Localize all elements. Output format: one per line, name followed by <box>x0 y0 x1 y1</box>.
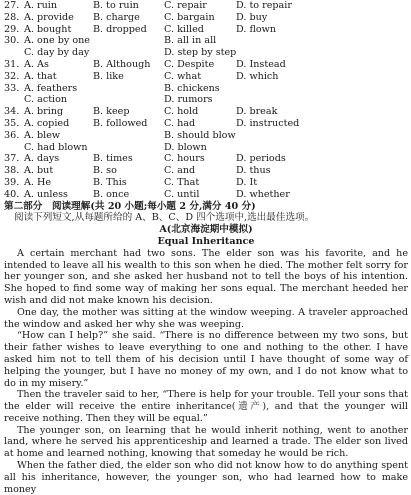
option-d: D. to repair <box>236 0 292 11</box>
question-row <box>4 177 408 189</box>
option-d: D. which <box>236 70 279 82</box>
question-row <box>4 189 408 201</box>
option-d: D. blown <box>164 141 207 153</box>
paragraph: One day, the mother was sitting at the window weeping. A traveler approached the window and asked her why she was weeping. <box>4 306 408 330</box>
option-b: B. dropped <box>93 23 147 35</box>
option-d: D. break <box>236 106 278 118</box>
option-a: A. copied <box>24 117 70 129</box>
question-number: 33. <box>4 82 20 94</box>
question-row <box>4 153 408 165</box>
question-number: 28. <box>4 11 20 23</box>
options-block-3 <box>4 106 408 130</box>
question-row <box>4 59 408 71</box>
option-d: D. Instead <box>236 58 286 70</box>
option-d: D. It <box>236 176 258 188</box>
option-b: B. once <box>93 188 130 200</box>
paragraph: The younger son, on learning that he would inherit nothing, went to another land, where he served his apprenticeship and learned a trade. The elder son lived at home and learned nothing, knowing that someday he would be rich. <box>4 424 408 460</box>
section-heading: 第二部分 阅读理解(共 20 小题;每小题 2 分,满分 40 分) <box>4 200 256 212</box>
option-a: A. blew <box>24 129 61 141</box>
option-c: C. bargain <box>164 11 215 23</box>
option-a: A. unless <box>24 188 68 200</box>
option-b: B. all in all <box>164 35 217 47</box>
options-block-1 <box>4 0 408 35</box>
option-b: B. Although <box>93 58 151 70</box>
option-b: B. like <box>93 70 124 82</box>
option-c: C. had <box>164 117 196 129</box>
option-d: D. rumors <box>164 94 213 106</box>
passage-title: Equal Inheritance <box>157 235 255 247</box>
question-row <box>4 71 408 83</box>
question-number: 40. <box>4 188 20 200</box>
option-a: A. that <box>24 70 57 82</box>
option-b: B. charge <box>93 11 140 23</box>
option-c: C. day by day <box>24 47 90 59</box>
option-b: B. should blow <box>164 129 236 141</box>
option-a: A. As <box>24 58 49 70</box>
question-row <box>4 12 408 24</box>
option-b: B. so <box>93 165 117 177</box>
question-number: 31. <box>4 58 20 70</box>
question-number: 36. <box>4 129 20 141</box>
option-c: C. hours <box>164 153 205 165</box>
exam-page <box>4 0 408 495</box>
option-b: B. chickens <box>164 82 220 94</box>
paragraph: Then the traveler said to her, “There is help for your trouble. Tell your sons that the elder will receive the entire inheritance(遗产), and that the younger will receive nothing. Then they will be equal.” <box>4 389 408 424</box>
paragraph: A certain merchant had two sons. The elder son was his favorite, and he intended to leave all his wealth to this son when he died. The mother felt sorry for her younger son, and she asked her husband not to tell the boys of his intention. She hoped to find some way of making her sons equal. The merchant heeded her wish and did not make known his decision. <box>4 247 408 306</box>
question-number: 38. <box>4 165 20 177</box>
question-number: 32. <box>4 70 20 82</box>
passage-source: A(北京海淀期中模拟) <box>159 224 253 236</box>
options-block-4 <box>4 153 408 200</box>
option-c: C. hold <box>164 106 199 118</box>
option-a: A. but <box>24 165 54 177</box>
option-b: B. keep <box>93 106 130 118</box>
instruction: 阅读下列短文,从每题所给的 A、B、C、D 四个选项中,选出最佳选项。 <box>14 212 315 224</box>
option-a: A. feathers <box>24 82 78 94</box>
option-b: B. times <box>93 153 133 165</box>
option-c: C. Despite <box>164 58 215 70</box>
question-row <box>4 165 408 177</box>
question-row <box>4 24 408 36</box>
option-d: D. buy <box>236 11 268 23</box>
passage-body <box>4 248 408 495</box>
option-d: D. flown <box>236 23 277 35</box>
question-number: 35. <box>4 117 20 129</box>
option-a: A. ruin <box>24 0 58 11</box>
option-b: B. followed <box>93 117 148 129</box>
option-a: A. He <box>24 176 52 188</box>
option-c: C. until <box>164 188 200 200</box>
question-36 <box>4 130 408 154</box>
question-33 <box>4 83 408 107</box>
paragraph: When the father died, the elder son who did not know how to do anything spent all his inheritance, however, the younger son, who had learned how to make money <box>4 460 408 495</box>
option-d: D. whether <box>236 188 290 200</box>
options-block-2 <box>4 59 408 83</box>
question-number: 34. <box>4 106 20 118</box>
question-number: 27. <box>4 0 20 11</box>
question-number: 39. <box>4 176 20 188</box>
question-number: 29. <box>4 23 20 35</box>
option-c: C. what <box>164 70 202 82</box>
question-number: 30. <box>4 35 20 47</box>
option-d: D. step by step <box>164 47 237 59</box>
option-b: B. This <box>93 176 127 188</box>
option-d: D. instructed <box>236 117 300 129</box>
option-c: C. repair <box>164 0 207 11</box>
option-a: A. provide <box>24 11 74 23</box>
question-row <box>4 118 408 130</box>
option-a: A. bought <box>24 23 72 35</box>
option-b: B. to ruin <box>93 0 139 11</box>
question-number: 37. <box>4 153 20 165</box>
option-c: C. and <box>164 165 196 177</box>
option-a: A. bring <box>24 106 64 118</box>
option-c: C. action <box>24 94 68 106</box>
option-c: C. had blown <box>24 141 88 153</box>
option-c: C. That <box>164 176 200 188</box>
question-30 <box>4 35 408 59</box>
question-row <box>4 106 408 118</box>
option-a: A. one by one <box>24 35 90 47</box>
question-row <box>4 0 408 12</box>
option-d: D. periods <box>236 153 286 165</box>
option-d: D. thus <box>236 165 271 177</box>
option-c: C. killed <box>164 23 204 35</box>
paragraph: “How can I help?” she said. “There is no difference between my two sons, but their father wishes to leave everything to one and nothing to the other. I have asked him not to tell them of his decision until I have thought of some way of helping the younger, but I have no money of my own, and I do not know what to do in my misery.” <box>4 330 408 389</box>
option-a: A. days <box>24 153 60 165</box>
